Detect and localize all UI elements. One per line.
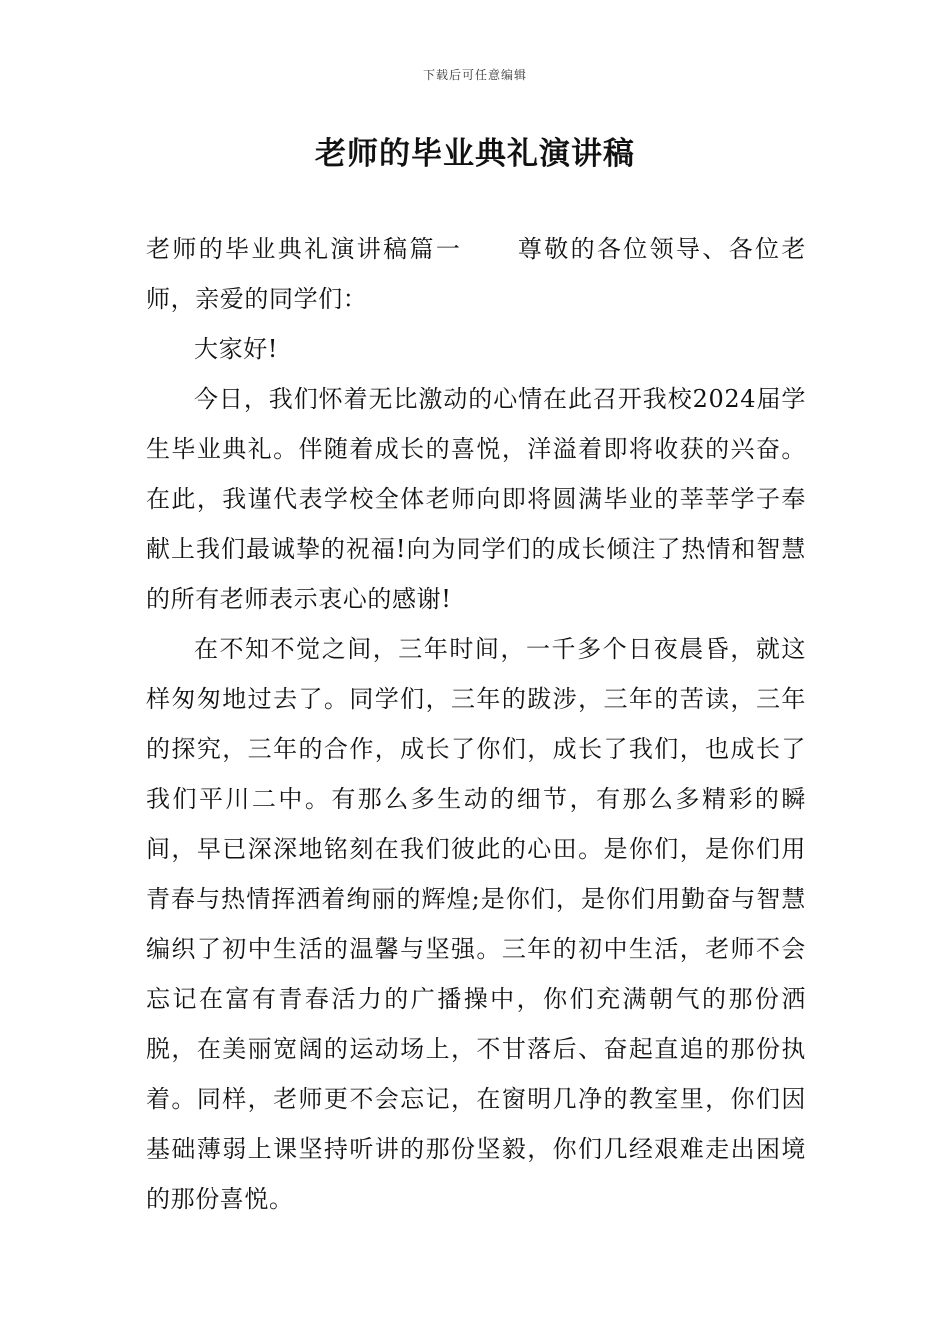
header-note: 下载后可任意编辑	[422, 68, 527, 82]
greeting: 大家好!	[194, 335, 279, 363]
salutation: 尊敬的各位领导、各位老师，亲爱的同学们：	[146, 235, 806, 313]
document-body	[146, 224, 806, 1224]
body-paragraph-1: 今日，我们怀着无比激动的心情在此召开我校2024届学生毕业典礼。伴随着成长的喜悦，洋溢着即将收获的兴奋。在此，我谨代表学校全体老师向即将圆满毕业的莘莘学子奉献上我们最诚挚的祝福!向为同学们的成长倾注了热情和智慧的所有老师表示衷心的感谢!	[146, 385, 806, 613]
body-paragraph-2: 在不知不觉之间，三年时间，一千多个日夜晨昏，就这样匆匆地过去了。同学们，三年的跋涉，三年的苦读，三年的探究，三年的合作，成长了你们，成长了我们，也成长了我们平川二中。有那么多生动的细节，有那么多精彩的瞬间，早已深深地铭刻在我们彼此的心田。是你们，是你们用青春与热情挥洒着绚丽的辉煌;是你们，是你们用勤奋与智慧编织了初中生活的温馨与坚强。三年的初中生活，老师不会忘记在富有青春活力的广播操中，你们充满朝气的那份洒脱，在美丽宽阔的运动场上，不甘落后、奋起直追的那份执着。同样，老师更不会忘记，在窗明几净的教室里，你们因基础薄弱上课坚持听讲的那份坚毅，你们几经艰难走出困境的那份喜悦。	[146, 635, 806, 1213]
opening-label: 老师的毕业典礼演讲稿篇一	[146, 235, 463, 263]
document-title: 老师的毕业典礼演讲稿	[315, 136, 635, 172]
opening-paragraph	[146, 224, 806, 324]
